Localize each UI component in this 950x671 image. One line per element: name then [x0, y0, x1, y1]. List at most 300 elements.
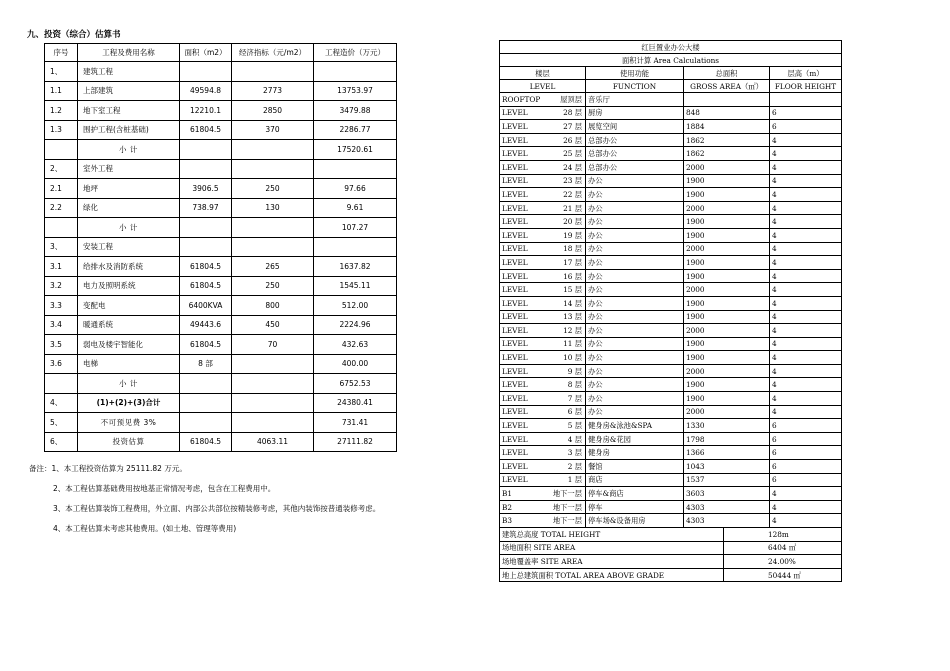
row-floor-height: 4 [770, 160, 842, 174]
area-row [500, 392, 842, 406]
row-floor-height: 4 [770, 337, 842, 351]
row-no: 2.2 [45, 198, 78, 218]
row-function: 停车 [586, 500, 684, 514]
area-row [500, 405, 842, 419]
row-floor-height: 4 [770, 392, 842, 406]
row-area [180, 374, 232, 394]
header-no: 序号 [45, 44, 78, 62]
row-cost: 97.66 [314, 179, 397, 199]
row-floor-height: 6 [770, 473, 842, 487]
row-index [232, 393, 314, 413]
row-area: 8 部 [180, 354, 232, 374]
estimate-row [45, 101, 397, 121]
area-row [500, 460, 842, 474]
row-level-code: B3 [502, 516, 513, 526]
row-level [500, 133, 586, 147]
row-cost: 24380.41 [314, 393, 397, 413]
row-floor-height: 4 [770, 133, 842, 147]
estimate-table [44, 43, 397, 452]
row-gross-area: 1798 [684, 432, 770, 446]
row-floor-height: 4 [770, 188, 842, 202]
estimate-row [45, 432, 397, 452]
row-level-code: LEVEL [502, 135, 528, 145]
row-level [500, 351, 586, 365]
row-level-code: LEVEL [502, 421, 528, 431]
row-index: 130 [232, 198, 314, 218]
area-row [500, 120, 842, 134]
area-row [500, 446, 842, 460]
row-name: 投资估算 [78, 432, 180, 452]
row-floor-height: 4 [770, 269, 842, 283]
row-level [500, 228, 586, 242]
row-cost: 13753.97 [314, 81, 397, 101]
summary-value: 50444 ㎡ [724, 568, 842, 582]
row-level [500, 487, 586, 501]
note-1: 备注：1、本工程投资估算为 25111.82 万元。 [29, 464, 187, 473]
row-level-name: 7 层 [567, 393, 582, 403]
row-level-code: LEVEL [502, 162, 528, 172]
area-title: 红巨置业办公大楼 [500, 41, 842, 54]
estimate-row [45, 393, 397, 413]
row-area [180, 218, 232, 238]
row-cost: 400.00 [314, 354, 397, 374]
row-level-name: 27 层 [563, 121, 582, 131]
row-name: 地坪 [78, 179, 180, 199]
row-level [500, 310, 586, 324]
estimate-row [45, 218, 397, 238]
row-level-name: 地下一层 [552, 489, 582, 499]
row-function: 办公 [586, 174, 684, 188]
row-level [500, 93, 586, 107]
estimate-row [45, 354, 397, 374]
estimate-row [45, 296, 397, 316]
row-gross-area: 2000 [684, 364, 770, 378]
row-gross-area: 1366 [684, 446, 770, 460]
row-level-name: 6 层 [567, 407, 582, 417]
area-row [500, 283, 842, 297]
area-row [500, 269, 842, 283]
row-name: 绿化 [78, 198, 180, 218]
row-floor-height: 4 [770, 351, 842, 365]
estimate-row [45, 120, 397, 140]
estimate-row [45, 315, 397, 335]
header-height-cn: 层高（m） [770, 67, 842, 80]
row-area: 3906.5 [180, 179, 232, 199]
row-floor-height: 4 [770, 283, 842, 297]
area-row [500, 160, 842, 174]
row-no [45, 140, 78, 160]
row-area: 61804.5 [180, 120, 232, 140]
row-name: 暖通系统 [78, 315, 180, 335]
row-level-name: 25 层 [563, 149, 582, 159]
header-function-cn: 使用功能 [586, 67, 684, 80]
row-gross-area: 1900 [684, 256, 770, 270]
row-level [500, 120, 586, 134]
row-no: 1.2 [45, 101, 78, 121]
row-level-code: LEVEL [502, 393, 528, 403]
row-cost: 17520.61 [314, 140, 397, 160]
area-subtitle: 面积计算 Area Calculations [500, 54, 842, 67]
row-floor-height: 6 [770, 446, 842, 460]
row-level [500, 160, 586, 174]
row-index: 70 [232, 335, 314, 355]
row-level-code: LEVEL [502, 149, 528, 159]
area-row [500, 242, 842, 256]
row-level-code: LEVEL [502, 121, 528, 131]
area-row [500, 324, 842, 338]
row-index [232, 374, 314, 394]
row-function: 总部办公 [586, 133, 684, 147]
row-area [180, 413, 232, 433]
row-floor-height: 4 [770, 215, 842, 229]
row-floor-height: 4 [770, 405, 842, 419]
row-no: 1、 [45, 62, 78, 82]
row-index [232, 140, 314, 160]
area-row [500, 106, 842, 120]
row-no: 4、 [45, 393, 78, 413]
row-level-code: B2 [502, 502, 513, 512]
row-index: 250 [232, 179, 314, 199]
row-cost: 512.00 [314, 296, 397, 316]
row-level-name: 23 层 [563, 176, 582, 186]
area-row [500, 147, 842, 161]
row-area [180, 237, 232, 257]
row-area: 49594.8 [180, 81, 232, 101]
row-no: 3.4 [45, 315, 78, 335]
area-row [500, 351, 842, 365]
estimate-row [45, 159, 397, 179]
row-level-code: LEVEL [502, 285, 528, 295]
row-gross-area: 2000 [684, 283, 770, 297]
row-level-name: 5 层 [567, 421, 582, 431]
row-level [500, 514, 586, 528]
area-row [500, 174, 842, 188]
row-floor-height: 4 [770, 228, 842, 242]
area-row [500, 514, 842, 528]
row-cost [314, 159, 397, 179]
area-row [500, 228, 842, 242]
row-function: 办公 [586, 337, 684, 351]
row-floor-height: 4 [770, 242, 842, 256]
row-floor-height: 4 [770, 500, 842, 514]
row-level [500, 364, 586, 378]
row-function: 办公 [586, 324, 684, 338]
estimate-row [45, 374, 397, 394]
row-index [232, 159, 314, 179]
row-level-code: LEVEL [502, 475, 528, 485]
row-name: 上部建筑 [78, 81, 180, 101]
row-function: 办公 [586, 256, 684, 270]
header-area-cn: 总面积 [684, 67, 770, 80]
row-level [500, 147, 586, 161]
row-level-name: 24 层 [563, 162, 582, 172]
header-cost: 工程造价（万元） [314, 44, 397, 62]
row-level-name: 20 层 [563, 217, 582, 227]
area-row [500, 133, 842, 147]
row-function: 办公 [586, 378, 684, 392]
row-level [500, 283, 586, 297]
note-3: 3、本工程估算装饰工程费用，外立面、内部公共部位按精装修考虑，其他内装饰按普通装修考虑。 [53, 504, 381, 513]
row-area: 49443.6 [180, 315, 232, 335]
row-gross-area: 1900 [684, 296, 770, 310]
row-index [232, 354, 314, 374]
row-level [500, 188, 586, 202]
row-gross-area: 1884 [684, 120, 770, 134]
row-function: 办公 [586, 242, 684, 256]
summary-value: 24.00% [724, 555, 842, 569]
row-gross-area: 1900 [684, 188, 770, 202]
row-gross-area: 1900 [684, 351, 770, 365]
summary-value: 128m [724, 528, 842, 542]
row-level-name: 8 层 [567, 380, 582, 390]
header-area: 面积（m2） [180, 44, 232, 62]
row-index: 4063.11 [232, 432, 314, 452]
row-no: 3.6 [45, 354, 78, 374]
row-name: 电梯 [78, 354, 180, 374]
row-level-code: LEVEL [502, 325, 528, 335]
row-level-name: 4 层 [567, 434, 582, 444]
row-gross-area: 1900 [684, 269, 770, 283]
area-row [500, 310, 842, 324]
row-level-name: 地下一层 [552, 502, 582, 512]
row-level-code: LEVEL [502, 203, 528, 213]
row-level-name: 26 层 [563, 135, 582, 145]
summary-label: 地上总建筑面积 TOTAL AREA ABOVE GRADE [500, 568, 724, 582]
summary-label: 场地覆盖率 SITE AREA [500, 555, 724, 569]
row-name: 不可预见费 3% [78, 413, 180, 433]
row-level-name: 2 层 [567, 461, 582, 471]
area-subtitle-row [500, 54, 842, 67]
area-row [500, 419, 842, 433]
area-title-row [500, 41, 842, 54]
estimate-row [45, 62, 397, 82]
row-area [180, 62, 232, 82]
row-cost: 2286.77 [314, 120, 397, 140]
row-cost: 1637.82 [314, 257, 397, 277]
row-function: 办公 [586, 364, 684, 378]
row-floor-height: 4 [770, 514, 842, 528]
row-level-name: 17 层 [563, 257, 582, 267]
row-no: 2、 [45, 159, 78, 179]
row-floor-height: 6 [770, 432, 842, 446]
row-function: 办公 [586, 405, 684, 419]
estimate-row [45, 140, 397, 160]
row-floor-height: 4 [770, 378, 842, 392]
row-name: 安装工程 [78, 237, 180, 257]
area-row [500, 432, 842, 446]
row-level-code: LEVEL [502, 434, 528, 444]
row-function: 展览空间 [586, 120, 684, 134]
row-level-name: 11 层 [563, 339, 582, 349]
row-level [500, 215, 586, 229]
row-level [500, 337, 586, 351]
summary-row [500, 568, 842, 582]
row-gross-area: 1900 [684, 174, 770, 188]
row-floor-height: 6 [770, 460, 842, 474]
row-function: 办公 [586, 351, 684, 365]
row-level-code: LEVEL [502, 298, 528, 308]
row-no: 3.5 [45, 335, 78, 355]
row-floor-height: 4 [770, 147, 842, 161]
row-area: 61804.5 [180, 335, 232, 355]
note-2: 2、本工程估算基础费用按地基正常情况考虑，包含在工程费用中。 [53, 484, 276, 493]
row-name: 建筑工程 [78, 62, 180, 82]
row-level-name: 22 层 [563, 189, 582, 199]
row-level-name: 10 层 [563, 353, 582, 363]
header-height-en: FLOOR HEIGHT [770, 80, 842, 93]
row-no: 1.1 [45, 81, 78, 101]
row-function: 音乐厅 [586, 93, 684, 107]
estimate-row [45, 335, 397, 355]
header-function-en: FUNCTION [586, 80, 684, 93]
row-level [500, 500, 586, 514]
row-cost: 3479.88 [314, 101, 397, 121]
row-name: 小 计 [78, 218, 180, 238]
row-cost: 432.63 [314, 335, 397, 355]
area-row [500, 188, 842, 202]
row-gross-area: 2000 [684, 201, 770, 215]
row-floor-height: 4 [770, 364, 842, 378]
row-gross-area: 1043 [684, 460, 770, 474]
row-level [500, 473, 586, 487]
row-gross-area: 4303 [684, 514, 770, 528]
row-area: 6400KVA [180, 296, 232, 316]
row-floor-height: 4 [770, 174, 842, 188]
row-name: 电力及照明系统 [78, 276, 180, 296]
row-gross-area: 2000 [684, 405, 770, 419]
row-level-name: 16 层 [563, 271, 582, 281]
row-gross-area: 1900 [684, 378, 770, 392]
row-level-name: 屋顶层 [560, 94, 582, 104]
area-row [500, 296, 842, 310]
row-function: 办公 [586, 215, 684, 229]
row-name: 给排水及消防系统 [78, 257, 180, 277]
row-function: 办公 [586, 188, 684, 202]
row-cost: 107.27 [314, 218, 397, 238]
summary-label: 场地面积 SITE AREA [500, 541, 724, 555]
area-row [500, 337, 842, 351]
row-index [232, 413, 314, 433]
row-level-code: LEVEL [502, 230, 528, 240]
row-function: 办公 [586, 310, 684, 324]
row-no [45, 218, 78, 238]
row-index: 265 [232, 257, 314, 277]
row-no: 3.3 [45, 296, 78, 316]
row-level-code: LEVEL [502, 448, 528, 458]
row-function: 健身房&泳池&SPA [586, 419, 684, 433]
row-level-name: 13 层 [563, 312, 582, 322]
row-level-code: LEVEL [502, 217, 528, 227]
row-level-code: LEVEL [502, 312, 528, 322]
estimate-row [45, 81, 397, 101]
row-index: 370 [232, 120, 314, 140]
row-area [180, 393, 232, 413]
row-name: 弱电及楼宇智能化 [78, 335, 180, 355]
area-row [500, 378, 842, 392]
row-no: 3、 [45, 237, 78, 257]
row-level-code: LEVEL [502, 461, 528, 471]
row-level-code: LEVEL [502, 380, 528, 390]
row-area: 61804.5 [180, 257, 232, 277]
area-body [500, 41, 842, 582]
row-level-code: LEVEL [502, 176, 528, 186]
summary-label: 建筑总高度 TOTAL HEIGHT [500, 528, 724, 542]
summary-row [500, 528, 842, 542]
row-function: 办公 [586, 283, 684, 297]
row-function: 办公 [586, 296, 684, 310]
row-cost [314, 62, 397, 82]
row-function: 停车场&设备用房 [586, 514, 684, 528]
area-row [500, 93, 842, 107]
row-floor-height: 4 [770, 201, 842, 215]
summary-row [500, 555, 842, 569]
row-index: 800 [232, 296, 314, 316]
area-row [500, 215, 842, 229]
row-level-code: LEVEL [502, 339, 528, 349]
estimate-body [45, 62, 397, 452]
row-level-code: LEVEL [502, 366, 528, 376]
row-area: 738.97 [180, 198, 232, 218]
row-gross-area: 1862 [684, 133, 770, 147]
row-function: 总部办公 [586, 160, 684, 174]
note-4: 4、本工程估算未考虑其他费用。(如土地、管理等费用) [53, 524, 237, 533]
row-function: 总部办公 [586, 147, 684, 161]
row-floor-height: 6 [770, 419, 842, 433]
row-name: 围护工程(含桩基础) [78, 120, 180, 140]
row-function: 停车&商店 [586, 487, 684, 501]
area-row [500, 256, 842, 270]
row-gross-area: 2000 [684, 324, 770, 338]
row-level [500, 201, 586, 215]
row-floor-height: 4 [770, 256, 842, 270]
summary-row [500, 541, 842, 555]
row-gross-area: 1900 [684, 337, 770, 351]
row-cost: 731.41 [314, 413, 397, 433]
row-function: 办公 [586, 228, 684, 242]
row-cost: 9.61 [314, 198, 397, 218]
row-level-code: LEVEL [502, 271, 528, 281]
row-index: 2850 [232, 101, 314, 121]
row-floor-height: 6 [770, 106, 842, 120]
row-level-code: LEVEL [502, 257, 528, 267]
area-row [500, 500, 842, 514]
row-function: 健身房 [586, 446, 684, 460]
row-floor-height: 6 [770, 120, 842, 134]
header-level-en: LEVEL [500, 80, 586, 93]
row-function: 商店 [586, 473, 684, 487]
header-name: 工程及费用名称 [78, 44, 180, 62]
row-area: 61804.5 [180, 276, 232, 296]
row-index [232, 218, 314, 238]
header-index: 经济指标（元/m2） [232, 44, 314, 62]
row-gross-area: 1900 [684, 310, 770, 324]
row-level-code: ROOFTOP [502, 94, 541, 104]
row-name: 室外工程 [78, 159, 180, 179]
row-level-name: 15 层 [563, 285, 582, 295]
row-level [500, 378, 586, 392]
row-index [232, 62, 314, 82]
row-level [500, 324, 586, 338]
row-gross-area: 1900 [684, 392, 770, 406]
header-area-en: GROSS AREA（㎡） [684, 80, 770, 93]
row-cost [314, 237, 397, 257]
row-cost: 2224.96 [314, 315, 397, 335]
row-index: 250 [232, 276, 314, 296]
row-level [500, 419, 586, 433]
area-row [500, 364, 842, 378]
row-index: 2773 [232, 81, 314, 101]
row-no: 1.3 [45, 120, 78, 140]
